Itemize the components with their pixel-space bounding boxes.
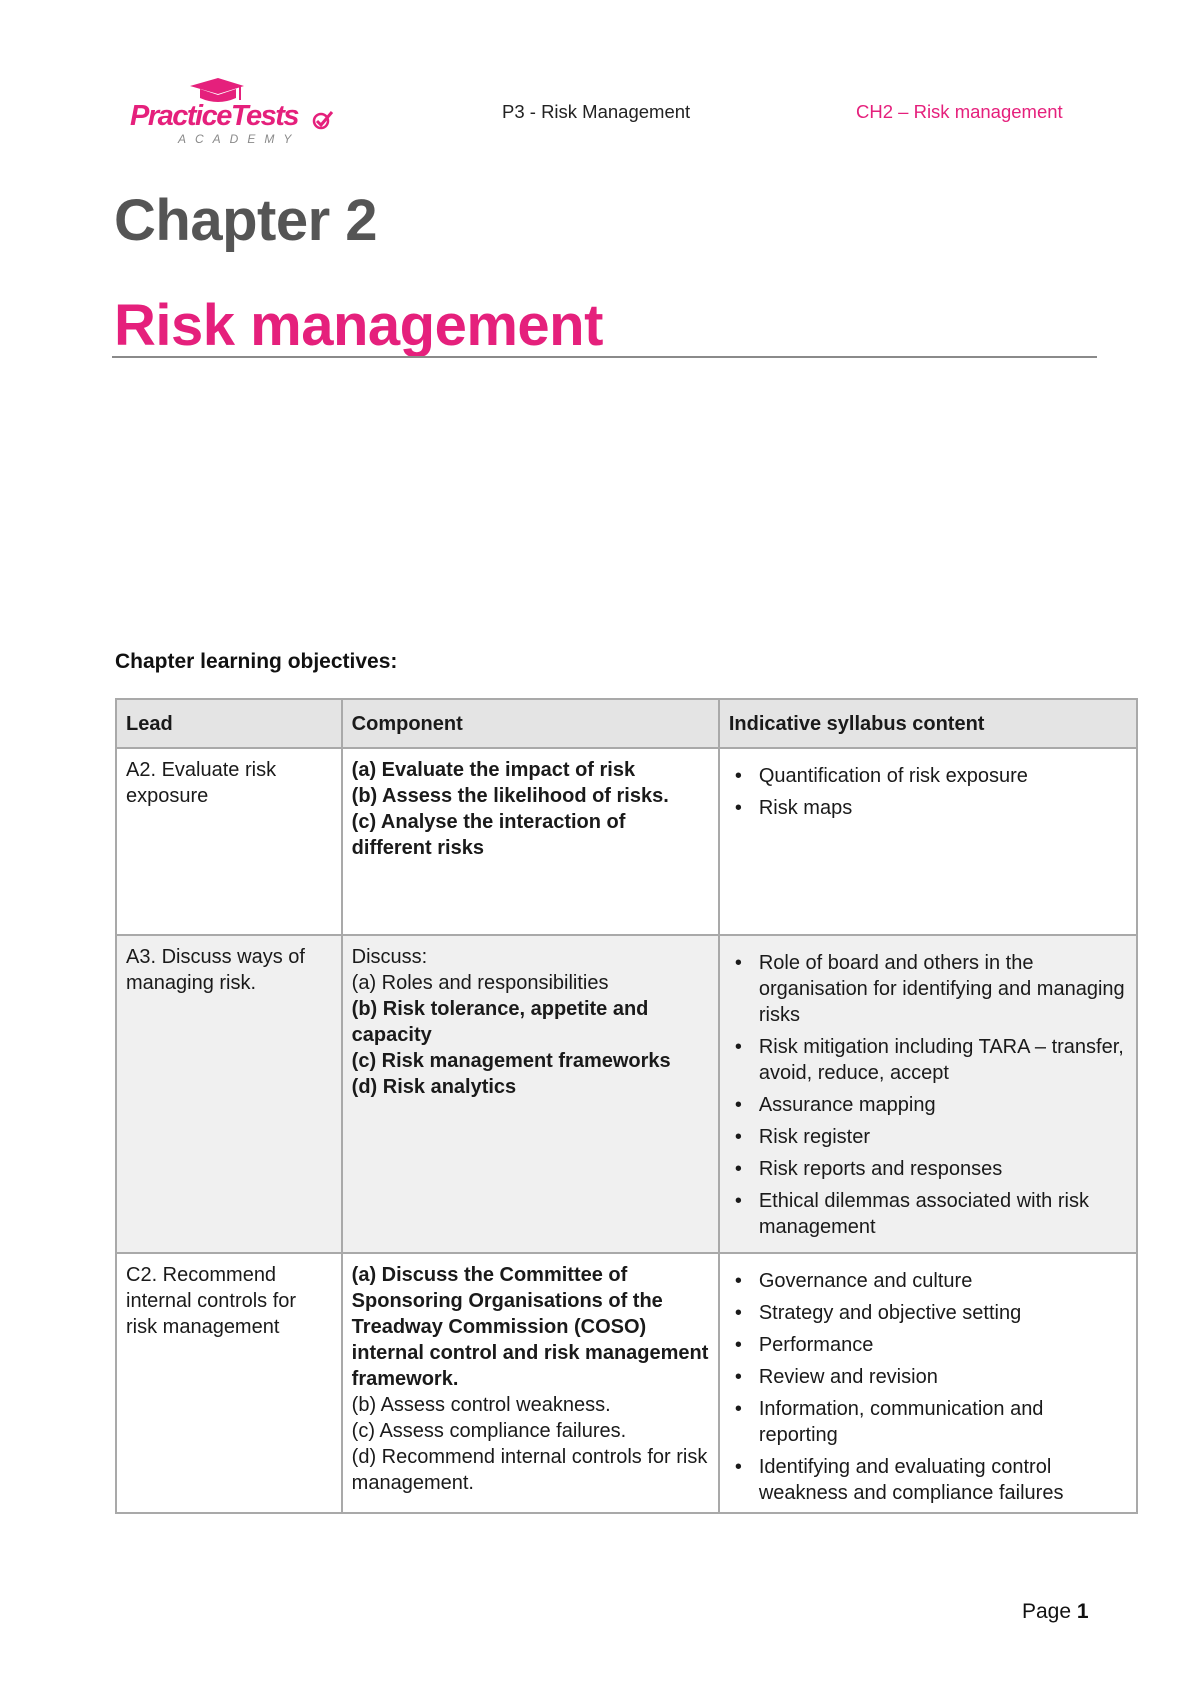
lead-cell: A3. Discuss ways of managing risk.	[116, 935, 342, 1253]
list-item: • Review and revision	[729, 1364, 1127, 1390]
list-item: • Performance	[729, 1332, 1127, 1358]
logo-brand-text: PracticeTests	[130, 100, 299, 132]
title-divider	[112, 356, 1097, 358]
checkmark-icon	[312, 110, 334, 130]
list-item: • Risk mitigation including TARA – transfer, avoid, reduce, accept	[729, 1034, 1127, 1086]
objectives-table	[115, 698, 1138, 1514]
list-item: • Identifying and evaluating control weakness and compliance failures	[729, 1454, 1127, 1506]
content-list	[729, 950, 1127, 1240]
practicetests-logo	[130, 76, 320, 148]
list-item: • Assurance mapping	[729, 1092, 1127, 1118]
logo-subtitle: ACADEMY	[178, 132, 301, 146]
component-line: (c) Risk management frameworks	[351, 1050, 671, 1072]
component-line: (a) Evaluate the impact of risk	[351, 759, 636, 781]
component-cell	[342, 748, 719, 935]
list-item: • Quantification of risk exposure	[729, 763, 1127, 789]
list-item: • Ethical dilemmas associated with risk management	[729, 1188, 1127, 1240]
component-cell	[342, 1253, 719, 1513]
content-cell	[719, 935, 1137, 1253]
component-line: (b) Assess control weakness.	[351, 1394, 611, 1416]
content-list	[729, 1268, 1127, 1506]
component-line: (a) Roles and responsibilities	[351, 972, 609, 994]
lead-cell: C2. Recommend internal controls for risk management	[116, 1253, 342, 1513]
header-course: P3 - Risk Management	[502, 101, 691, 122]
table-header-row	[116, 699, 1137, 748]
column-header-component: Component	[342, 699, 719, 748]
topic-title: Risk management	[114, 293, 603, 358]
content-cell	[719, 1253, 1137, 1513]
content-list	[729, 763, 1127, 821]
list-item: • Strategy and objective setting	[729, 1300, 1127, 1326]
column-header-content: Indicative syllabus content	[719, 699, 1137, 748]
component-line: (d) Risk analytics	[351, 1076, 517, 1098]
component-line: (b) Risk tolerance, appetite and capacity	[351, 998, 649, 1046]
objectives-heading: Chapter learning objectives:	[115, 650, 398, 673]
component-line: (b) Assess the likelihood of risks.	[351, 785, 669, 807]
header-chapter-ref: CH2 – Risk management	[856, 101, 1063, 122]
list-item: • Risk reports and responses	[729, 1156, 1127, 1182]
table-row	[116, 935, 1137, 1253]
component-line: (d) Recommend internal controls for risk management.	[351, 1446, 708, 1494]
component-cell	[342, 935, 719, 1253]
content-cell	[719, 748, 1137, 935]
table-row	[116, 1253, 1137, 1513]
page-number-value: 1	[1076, 1600, 1089, 1623]
component-line: (c) Analyse the interaction of different risks	[351, 811, 626, 859]
page-label: Page	[1022, 1600, 1072, 1623]
list-item: • Information, communication and reporting	[729, 1396, 1127, 1448]
component-line: (c) Assess compliance failures.	[351, 1420, 627, 1442]
list-item: • Risk maps	[729, 795, 1127, 821]
component-line: Discuss:	[351, 946, 428, 968]
lead-cell: A2. Evaluate risk exposure	[116, 748, 342, 935]
column-header-lead: Lead	[116, 699, 342, 748]
component-line: (a) Discuss the Committee of Sponsoring Organisations of the Treadway Commission (COSO) internal control and risk management framework.	[351, 1264, 709, 1390]
list-item: • Role of board and others in the organisation for identifying and managing risks	[729, 950, 1127, 1028]
list-item: • Governance and culture	[729, 1268, 1127, 1294]
list-item: • Risk register	[729, 1124, 1127, 1150]
chapter-title: Chapter 2	[114, 188, 378, 253]
page-number	[1022, 1600, 1089, 1624]
table-row	[116, 748, 1137, 935]
